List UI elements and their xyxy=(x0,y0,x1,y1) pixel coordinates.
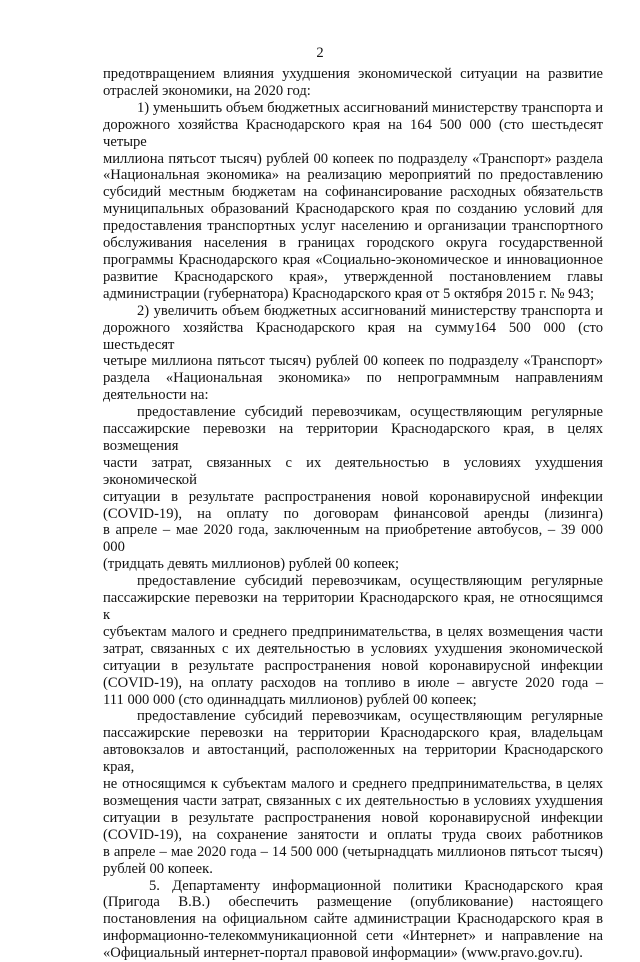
text-line: предоставление субсидий перевозчикам, осуществляющим регулярные xyxy=(137,573,603,590)
text-line: в апреле – мае 2020 года – 14 500 000 (четырнадцать миллионов пятьсот тысяч) xyxy=(103,843,603,860)
text-line: 5. Департаменту информационной политики Краснодарского края xyxy=(149,877,603,894)
text-line: автовокзалов и автостанций, расположенных на территории Краснодарского края, xyxy=(103,742,603,776)
text-line: (COVID-19), на оплату расходов на топливо в июле – августе 2020 года – xyxy=(103,674,603,691)
text-line: (тридцать девять миллионов) рублей 00 копеек; xyxy=(103,556,400,573)
text-line: субъектам малого и среднего предпринимательства, в целях возмещения части xyxy=(103,623,603,640)
text-line: предоставление субсидий перевозчикам, осуществляющим регулярные xyxy=(137,404,603,421)
text-line: 111 000 000 (сто одиннадцать миллионов) рублей 00 копеек; xyxy=(103,691,477,708)
page-number: 2 xyxy=(316,45,324,61)
text-line: информационно-телекоммуникационной сети «Интернет» и направление на xyxy=(103,928,603,945)
text-line: деятельности на: xyxy=(103,387,209,404)
text-line: «Национальная экономика» на реализацию мероприятий по предоставлению xyxy=(103,167,603,184)
text-line: ситуации в результате распространения новой коронавирусной инфекции xyxy=(103,657,603,674)
text-line: возмещения части затрат, связанных с их деятельностью в условиях ухудшения xyxy=(103,792,603,809)
text-line: в апреле – мае 2020 года, заключенным на приобретение автобусов, – 39 000 000 xyxy=(103,522,603,556)
text-line: четыре миллиона пятьсот тысяч) рублей 00 копеек по подразделу «Транспорт» xyxy=(103,353,603,370)
text-line: затрат, связанных с их деятельностью в условиях ухудшения экономической xyxy=(103,640,603,657)
text-line: постановления на официальном сайте администрации Краснодарского края в xyxy=(103,911,603,928)
text-line: дорожного хозяйства Краснодарского края на 164 500 000 (сто шестьдесят четыре xyxy=(103,116,603,150)
text-line: муниципальных образований Краснодарского края по созданию условий для xyxy=(103,201,603,218)
text-line: раздела «Национальная экономика» по непрограммным направлениям xyxy=(103,370,603,387)
text-line: пассажирские перевозки на территории Краснодарского края, не относящимся к xyxy=(103,590,603,623)
text-line: пассажирские перевозки на территории Краснодарского края, в целях возмещения xyxy=(103,421,603,454)
document-body xyxy=(103,66,603,962)
text-line: рублей 00 копеек. xyxy=(103,860,213,877)
text-line: предоставления транспортных услуг населению и организации транспортного xyxy=(103,218,603,235)
text-line: развитие Краснодарского края», утвержденной постановлением главы xyxy=(103,268,603,285)
text-line: миллиона пятьсот тысяч) рублей 00 копеек по подразделу «Транспорт» раздела xyxy=(103,150,603,167)
text-line: 2) увеличить объем бюджетных ассигнований министерству транспорта и xyxy=(137,302,603,319)
text-line: обслуживания населения в границах городского округа государственной xyxy=(103,235,603,252)
text-line: отраслей экономики, на 2020 год: xyxy=(103,82,311,99)
text-line: 1) уменьшить объем бюджетных ассигнований министерству транспорта и xyxy=(137,99,603,116)
text-line: ситуации в результате распространения новой коронавирусной инфекции xyxy=(103,488,603,505)
text-line: администрации (губернатора) Краснодарского края от 5 октября 2015 г. № 943; xyxy=(103,285,595,302)
text-line: предотвращением влияния ухудшения экономической ситуации на развитие xyxy=(103,66,603,82)
text-line: «Официальный интернет-портал правовой информации» (www.pravo.gov.ru). xyxy=(103,945,583,962)
text-line: пассажирские перевозки на территории Краснодарского края, владельцам xyxy=(103,725,603,742)
text-line: (COVID-19), на оплату по договорам финансовой аренды (лизинга) xyxy=(103,505,603,522)
text-line: (COVID-19), на сохранение занятости и оплаты труда своих работников xyxy=(103,826,603,843)
text-line: субсидий местным бюджетам на софинансирование расходных обязательств xyxy=(103,184,603,201)
text-line: не относящимся к субъектам малого и среднего предпринимательства, в целях xyxy=(103,776,603,793)
text-line: части затрат, связанных с их деятельностью в условиях ухудшения экономической xyxy=(103,454,603,488)
text-line: предоставление субсидий перевозчикам, осуществляющим регулярные xyxy=(137,708,603,725)
text-line: ситуации в результате распространения новой коронавирусной инфекции xyxy=(103,809,603,826)
text-line: программы Краснодарского края «Социально-экономическое и инновационное xyxy=(103,251,603,268)
text-line: (Пригода В.В.) обеспечить размещение (опубликование) настоящего xyxy=(103,894,603,911)
text-line: дорожного хозяйства Краснодарского края на сумму164 500 000 (сто шестьдесят xyxy=(103,319,603,353)
